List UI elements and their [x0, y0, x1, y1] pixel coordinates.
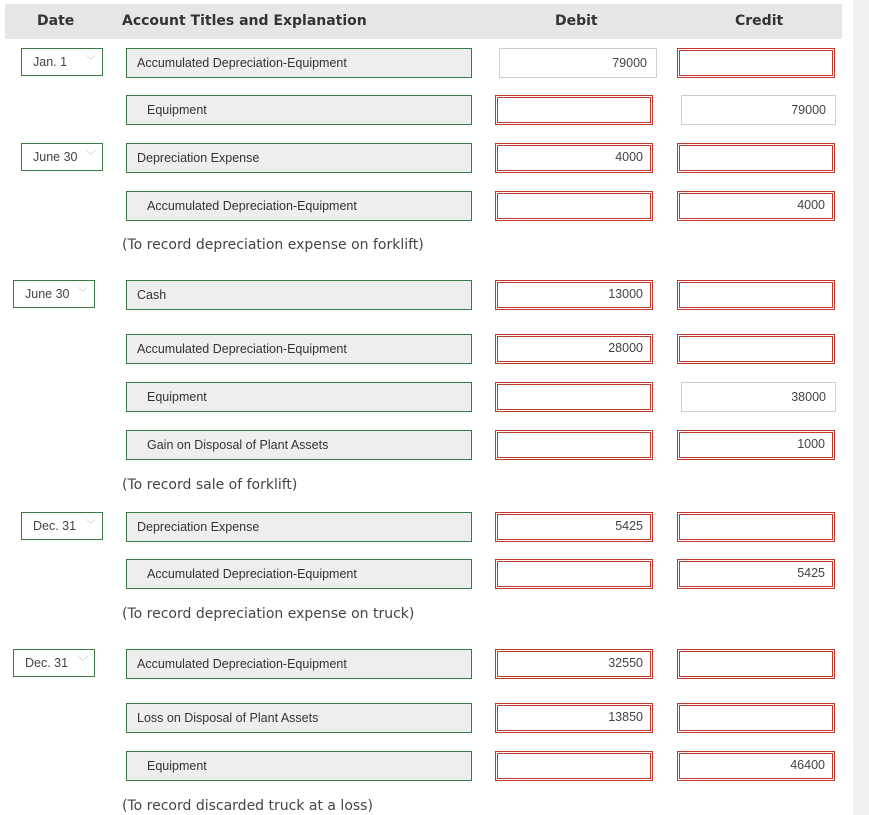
credit-input[interactable]: 4000	[677, 191, 835, 221]
credit-input[interactable]: 38000	[681, 382, 836, 412]
account-field[interactable]: Accumulated Depreciation-Equipment	[126, 649, 472, 679]
debit-input[interactable]	[495, 430, 653, 460]
debit-input[interactable]: 5425	[495, 512, 653, 542]
credit-input[interactable]	[677, 48, 835, 78]
account-field[interactable]: Accumulated Depreciation-Equipment	[126, 334, 472, 364]
debit-input[interactable]	[495, 191, 653, 221]
chevron-down-icon: ﹀	[78, 657, 88, 668]
entry-explanation: (To record depreciation expense on truck)	[122, 606, 415, 622]
date-value: Dec. 31	[33, 519, 77, 533]
debit-input[interactable]: 13000	[495, 280, 653, 310]
debit-input[interactable]: 32550	[495, 649, 653, 679]
entry-explanation: (To record sale of forklift)	[122, 477, 298, 493]
chevron-down-icon: ﹀	[86, 151, 96, 162]
entry-explanation: (To record discarded truck at a loss)	[122, 798, 373, 814]
credit-input[interactable]: 5425	[677, 559, 835, 589]
date-value: Dec. 31	[25, 656, 69, 670]
vertical-scrollbar[interactable]	[853, 0, 869, 815]
credit-input[interactable]	[677, 334, 835, 364]
debit-input[interactable]: 79000	[499, 48, 657, 78]
date-select[interactable]	[21, 512, 103, 540]
credit-input[interactable]	[677, 143, 835, 173]
date-select[interactable]	[21, 143, 103, 171]
header-debit: Debit	[555, 13, 598, 29]
credit-input[interactable]	[677, 649, 835, 679]
credit-input[interactable]: 79000	[681, 95, 836, 125]
date-value: Jan. 1	[33, 55, 68, 69]
date-value: June 30	[33, 150, 78, 164]
account-field[interactable]: Depreciation Expense	[126, 143, 472, 173]
credit-input[interactable]: 1000	[677, 430, 835, 460]
account-field[interactable]: Loss on Disposal of Plant Assets	[126, 703, 472, 733]
debit-input[interactable]: 4000	[495, 143, 653, 173]
date-select[interactable]	[13, 649, 95, 677]
credit-input[interactable]: 46400	[677, 751, 835, 781]
header-account-titles: Account Titles and Explanation	[122, 13, 367, 29]
account-field[interactable]: Equipment	[126, 95, 472, 125]
debit-input[interactable]: 13850	[495, 703, 653, 733]
header-date: Date	[37, 13, 75, 29]
date-select[interactable]	[21, 48, 103, 76]
credit-input[interactable]	[677, 512, 835, 542]
date-select[interactable]	[13, 280, 95, 308]
credit-input[interactable]	[677, 703, 835, 733]
chevron-down-icon: ﹀	[78, 288, 88, 299]
account-field[interactable]: Equipment	[126, 751, 472, 781]
account-field[interactable]: Accumulated Depreciation-Equipment	[126, 191, 472, 221]
debit-input[interactable]	[495, 382, 653, 412]
account-field[interactable]: Accumulated Depreciation-Equipment	[126, 559, 472, 589]
debit-input[interactable]: 28000	[495, 334, 653, 364]
account-field[interactable]: Gain on Disposal of Plant Assets	[126, 430, 472, 460]
account-field[interactable]: Accumulated Depreciation-Equipment	[126, 48, 472, 78]
account-field[interactable]: Depreciation Expense	[126, 512, 472, 542]
chevron-down-icon: ﹀	[86, 56, 96, 67]
account-field[interactable]: Cash	[126, 280, 472, 310]
debit-input[interactable]	[495, 751, 653, 781]
header-credit: Credit	[735, 13, 784, 29]
debit-input[interactable]	[495, 95, 653, 125]
account-field[interactable]: Equipment	[126, 382, 472, 412]
chevron-down-icon: ﹀	[86, 520, 96, 531]
entry-explanation: (To record depreciation expense on forklift)	[122, 237, 424, 253]
credit-input[interactable]	[677, 280, 835, 310]
date-value: June 30	[25, 287, 70, 301]
debit-input[interactable]	[495, 559, 653, 589]
